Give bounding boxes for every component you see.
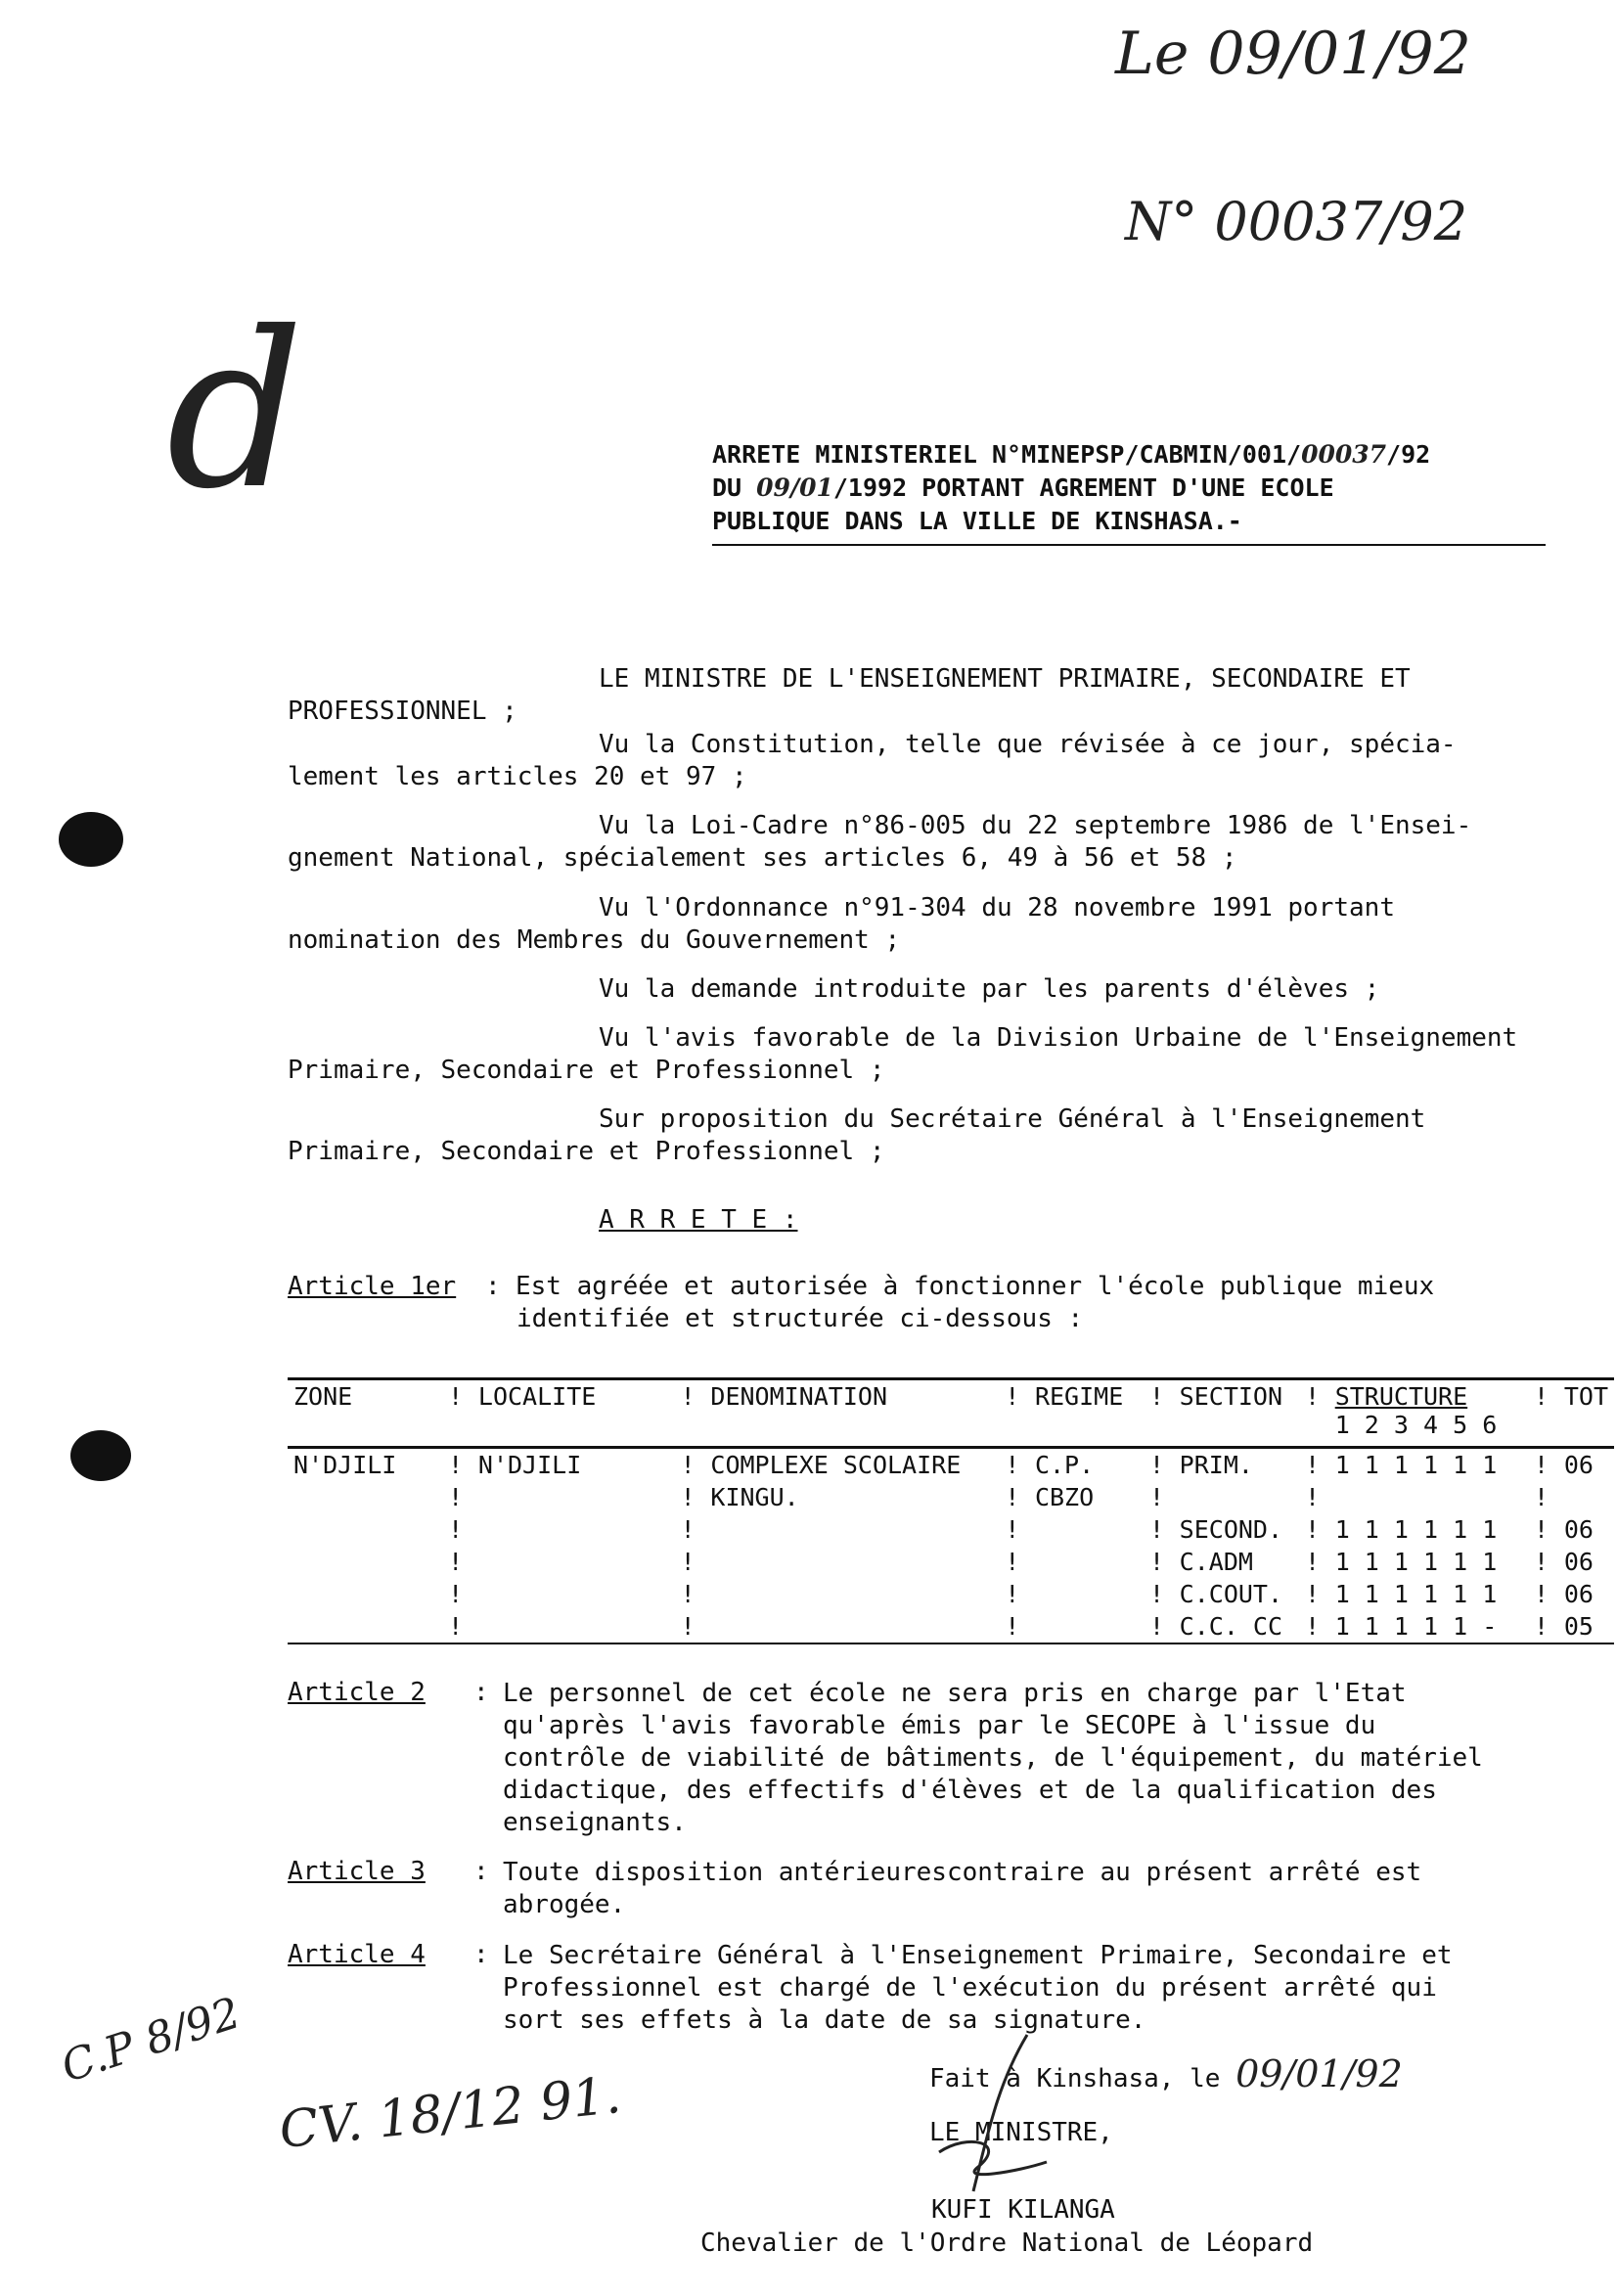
table-row [288, 1578, 1614, 1610]
article-1-text: Est agréée et autorisée à fonctionner l'école publique mieux [516, 1272, 1435, 1301]
structure-columns: 1 2 3 4 5 6 [1334, 1411, 1498, 1439]
cell-zone [288, 1578, 442, 1610]
article-3-line: Toute disposition antérieurescontraire au présent arrêté est [503, 1858, 1422, 1887]
article-4-line: sort ses effets à la date de sa signature. [503, 2005, 1146, 2035]
handwritten-margin-note: CV. 18/12 91. [276, 2065, 624, 2161]
column-separator: ! [1533, 1382, 1550, 1411]
column-separator: ! [680, 1382, 696, 1411]
article-4-text [503, 1940, 1608, 2037]
decree-title [712, 438, 1553, 538]
preamble-continuation: PROFESSIONNEL ; [288, 697, 517, 726]
column-separator: ! [1005, 1483, 1020, 1511]
table-row [288, 1546, 1614, 1578]
article-4-line: Le Secrétaire Général à l'Enseignement Primaire, Secondaire et [503, 1941, 1453, 1970]
column-separator: ! [1148, 1548, 1164, 1576]
handwritten-margin-note: C.P 8/92 [55, 1988, 247, 2093]
cell-total: 06 [1563, 1515, 1594, 1544]
article-1-text: identifiée et structurée ci-dessous : [517, 1304, 1084, 1333]
cell-section: C.COUT. [1179, 1580, 1283, 1608]
cell-structure [1329, 1481, 1528, 1513]
cell-localite: N'DJILI [477, 1451, 582, 1479]
cell-localite [472, 1513, 675, 1546]
article-2-line: enseignants. [503, 1808, 687, 1837]
column-separator: ! [680, 1515, 696, 1544]
column-separator: ! [1533, 1580, 1550, 1608]
column-separator: ! [1005, 1612, 1020, 1641]
cell-total: 06 [1563, 1451, 1594, 1479]
column-separator: ! [1304, 1515, 1321, 1544]
handwritten-decree-date: 09/01 [756, 473, 833, 502]
cell-total: 06 [1563, 1548, 1594, 1576]
preamble-first-line: Vu la Constitution, telle que révisée à ce jour, spécia- [599, 730, 1457, 759]
article-1-label: Article 1er [288, 1272, 457, 1301]
handwritten-decree-number: 00037 [1301, 440, 1387, 469]
column-separator: ! [1148, 1483, 1164, 1511]
column-separator: ! [680, 1451, 696, 1479]
handwritten-date: Le 09/01/92 [1115, 20, 1471, 88]
preamble-continuation: Primaire, Secondaire et Professionnel ; [288, 1056, 885, 1085]
cell-total [1558, 1481, 1614, 1513]
column-separator: ! [1533, 1548, 1550, 1576]
header-zone: ZONE [293, 1382, 353, 1411]
preamble-paragraph [288, 1103, 1589, 1168]
column-separator: ! [1005, 1548, 1020, 1576]
column-separator: ! [448, 1483, 464, 1511]
preamble-continuation: Primaire, Secondaire et Professionnel ; [288, 1137, 885, 1166]
column-separator: ! [1005, 1382, 1020, 1411]
title-line: ARRETE MINISTERIEL N°MINEPSP/CABMIN/001/ [712, 440, 1302, 469]
signature [880, 2025, 1096, 2201]
preamble-paragraph [288, 663, 1589, 728]
article-4-label: Article 4 [288, 1940, 426, 1969]
cell-regime [1029, 1610, 1144, 1643]
table-row [288, 1610, 1614, 1643]
column-separator: ! [1304, 1483, 1321, 1511]
header-denomination: DENOMINATION [710, 1382, 888, 1411]
column-separator: ! [1148, 1382, 1164, 1411]
minister-role: LE MINISTRE, [929, 2118, 1113, 2147]
column-separator: ! [1533, 1612, 1550, 1641]
column-separator: ! [1304, 1451, 1321, 1479]
column-separator: ! [1148, 1580, 1164, 1608]
header-regime: REGIME [1034, 1382, 1124, 1411]
preamble-first-line: Sur proposition du Secrétaire Général à l'Enseignement [599, 1104, 1426, 1134]
cell-structure: 1 1 1 1 1 - [1334, 1612, 1498, 1641]
cell-total: 05 [1563, 1612, 1594, 1641]
article-2-line: contrôle de viabilité de bâtiments, de l'équipement, du matériel [503, 1743, 1483, 1773]
cell-zone [288, 1546, 442, 1578]
title-line: /1992 PORTANT AGREMENT D'UNE ECOLE [832, 473, 1334, 502]
column-separator: ! [448, 1515, 464, 1544]
article-2-line: didactique, des effectifs d'élèves et de la qualification des [503, 1776, 1437, 1805]
column-separator: ! [680, 1612, 696, 1641]
cell-total: 06 [1563, 1580, 1594, 1608]
title-line: /92 [1386, 440, 1431, 469]
column-separator: ! [1304, 1548, 1321, 1576]
cell-denomination: KINGU. [710, 1483, 799, 1511]
column-separator: ! [448, 1451, 464, 1479]
header-structure [1329, 1379, 1528, 1448]
article-colon: : [473, 1940, 489, 1969]
school-structure-table [288, 1377, 1614, 1644]
column-separator: ! [448, 1548, 464, 1576]
place-label: Fait à Kinshasa, le [929, 2064, 1236, 2093]
cell-denomination: COMPLEXE SCOLAIRE [710, 1451, 962, 1479]
column-separator: ! [1304, 1612, 1321, 1641]
cell-section: C.ADM [1179, 1548, 1253, 1576]
column-separator: ! [1533, 1515, 1550, 1544]
cell-regime [1029, 1513, 1144, 1546]
header-section: SECTION [1179, 1382, 1283, 1411]
table-row [288, 1481, 1614, 1513]
ink-blot [70, 1430, 131, 1481]
table-header-row [288, 1379, 1614, 1448]
cell-localite [472, 1578, 675, 1610]
cell-denomination [704, 1513, 999, 1546]
cell-localite [472, 1546, 675, 1578]
article-2-text [503, 1678, 1608, 1839]
column-separator: ! [680, 1483, 696, 1511]
preamble-paragraph [288, 729, 1589, 793]
preamble-continuation: nomination des Membres du Gouvernement ; [288, 925, 901, 955]
preamble-paragraph [288, 892, 1589, 957]
preamble-paragraph [288, 810, 1589, 875]
column-separator: ! [448, 1612, 464, 1641]
header-localite: LOCALITE [477, 1382, 597, 1411]
cell-denomination [704, 1546, 999, 1578]
structure-label: STRUCTURE [1334, 1382, 1468, 1411]
column-separator: ! [1148, 1612, 1164, 1641]
cell-section: C.C. CC [1179, 1612, 1283, 1641]
title-underline [712, 544, 1546, 546]
header-total: TOT [1563, 1382, 1608, 1411]
title-line: PUBLIQUE DANS LA VILLE DE KINSHASA.- [712, 507, 1242, 535]
article-2-label: Article 2 [288, 1678, 426, 1707]
preamble-continuation: gnement National, spécialement ses articles 6, 49 à 56 et 58 ; [288, 843, 1237, 873]
cell-section: PRIM. [1179, 1451, 1253, 1479]
column-separator: ! [448, 1382, 464, 1411]
column-separator: ! [1005, 1515, 1020, 1544]
cell-regime [1029, 1546, 1144, 1578]
article-2-line: Le personnel de cet école ne sera pris en charge par l'Etat [503, 1679, 1407, 1708]
handwritten-initial: d [166, 286, 304, 536]
column-separator: ! [1148, 1515, 1164, 1544]
article-colon: : [473, 1678, 489, 1707]
ink-blot [59, 812, 123, 867]
cell-localite [472, 1610, 675, 1643]
cell-regime [1029, 1578, 1144, 1610]
preamble-first-line: Vu la demande introduite par les parents d'élèves ; [599, 974, 1380, 1004]
preamble-first-line: Vu l'Ordonnance n°91-304 du 28 novembre 1991 portant [599, 893, 1395, 923]
column-separator: ! [1304, 1382, 1321, 1411]
cell-zone: N'DJILI [293, 1451, 397, 1479]
cell-structure: 1 1 1 1 1 1 [1334, 1580, 1498, 1608]
cell-regime: CBZO [1034, 1483, 1095, 1511]
cell-denomination [704, 1610, 999, 1643]
minister-name: KUFI KILANGA [931, 2195, 1115, 2225]
column-separator: ! [1533, 1483, 1550, 1511]
cell-zone [288, 1481, 442, 1513]
article-colon: : [485, 1272, 501, 1301]
cell-regime: C.P. [1034, 1451, 1095, 1479]
preamble-first-line: LE MINISTRE DE L'ENSEIGNEMENT PRIMAIRE, SECONDAIRE ET [599, 664, 1411, 694]
preamble-continuation: lement les articles 20 et 97 ; [288, 762, 747, 791]
preamble-first-line: Vu l'avis favorable de la Division Urbaine de l'Enseignement [599, 1023, 1518, 1053]
article-colon: : [473, 1857, 489, 1886]
column-separator: ! [1304, 1580, 1321, 1608]
handwritten-signing-date: 09/01/92 [1235, 2052, 1403, 2095]
column-separator: ! [448, 1580, 464, 1608]
table-row [288, 1448, 1614, 1482]
cell-structure: 1 1 1 1 1 1 [1334, 1451, 1498, 1479]
column-separator: ! [680, 1548, 696, 1576]
article-3-text [503, 1857, 1608, 1921]
column-separator: ! [1005, 1451, 1020, 1479]
cell-section [1174, 1481, 1299, 1513]
cell-denomination [704, 1578, 999, 1610]
handwritten-number: N° 00037/92 [1125, 191, 1468, 252]
cell-structure: 1 1 1 1 1 1 [1334, 1548, 1498, 1576]
column-separator: ! [1533, 1451, 1550, 1479]
article-3-line: abrogée. [503, 1890, 626, 1919]
article-4-line: Professionnel est chargé de l'exécution du présent arrêté qui [503, 1973, 1437, 2003]
column-separator: ! [1005, 1580, 1020, 1608]
preamble-paragraph [288, 1022, 1589, 1087]
cell-zone [288, 1513, 442, 1546]
cell-localite [472, 1481, 675, 1513]
column-separator: ! [680, 1580, 696, 1608]
article-2-line: qu'après l'avis favorable émis par le SECOPE à l'issue du [503, 1711, 1376, 1740]
cell-structure: 1 1 1 1 1 1 [1334, 1515, 1498, 1544]
title-line: DU [712, 473, 757, 502]
column-separator: ! [1148, 1451, 1164, 1479]
article-3-label: Article 3 [288, 1857, 426, 1886]
arrete-heading: A R R E T E : [599, 1205, 798, 1235]
cell-section: SECOND. [1179, 1515, 1283, 1544]
minister-honor: Chevalier de l'Ordre National de Léopard [700, 2228, 1314, 2258]
table-row [288, 1513, 1614, 1546]
preamble-first-line: Vu la Loi-Cadre n°86-005 du 22 septembre 1986 de l'Ensei- [599, 811, 1472, 840]
cell-zone [288, 1610, 442, 1643]
preamble-paragraph [288, 973, 1589, 1006]
